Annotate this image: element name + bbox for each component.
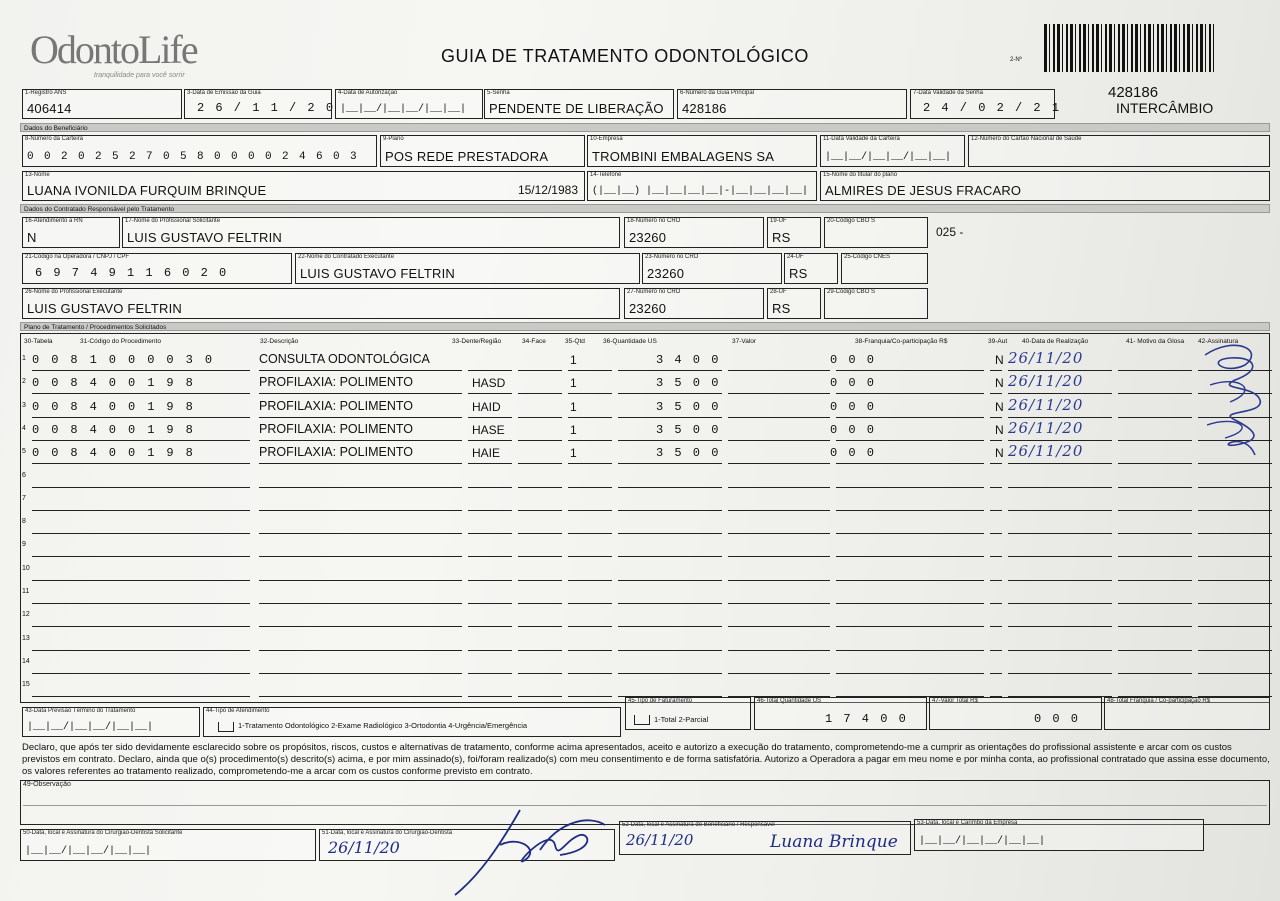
data-nascimento: 15/12/1983 (517, 183, 578, 197)
procedure-row[interactable] (22, 631, 1272, 651)
col-header-descricao: 32-Descrição (260, 338, 299, 345)
execution-date: 26/11/20 (1008, 349, 1084, 367)
plano-field[interactable]: 9-Plano POS REDE PRESTADORA (380, 135, 585, 167)
procedure-description: PROFILAXIA: POLIMENTO (259, 445, 413, 460)
assinatura-solicitante-field[interactable]: 50-Data, local e Assinatura do Cirurgião-Dentista Solicitante |__|__/|__|__/|__|__| (20, 829, 316, 861)
procedure-description: PROFILAXIA: POLIMENTO (259, 398, 413, 413)
procedure-value: 0 0 0 (830, 376, 877, 391)
authorization-flag: N (995, 376, 1004, 391)
procedure-code: 0 0 8 4 0 0 1 9 8 (32, 422, 196, 437)
nome-field[interactable]: 13-Nome LUANA IVONILDA FURQUIM BRINQUE 15/12/1983 (22, 171, 585, 201)
contratado-executante-field[interactable]: 22-Nome do Contratado Executante LUIS GUSTAVO FELTRIN (295, 253, 640, 284)
col-header-face: 34-Face (522, 338, 546, 345)
row-number: 7 (22, 494, 26, 502)
procedure-quantity: 1 (570, 446, 577, 461)
col-header-dente: 33-Dente/Região (452, 338, 502, 345)
procedure-description: PROFILAXIA: POLIMENTO (259, 421, 413, 436)
data-autorizacao-field[interactable]: 4-Data de Autorização |__|__/|__|__/|__|__| (335, 89, 483, 119)
tooth-region: HASD (472, 376, 506, 391)
handwritten-date-beneficiario: 26/11/20 (626, 831, 694, 849)
procedure-code: 0 0 8 4 0 0 1 9 8 (32, 399, 196, 414)
row-signatures-scribble (1195, 330, 1270, 460)
procedure-row[interactable] (22, 468, 1272, 488)
procedure-row[interactable] (22, 677, 1272, 697)
col-header-codigo: 31-Código do Procedimento (80, 338, 161, 345)
procedure-value: 0 0 0 (830, 446, 877, 461)
guia-principal-field[interactable]: 6-Número da Guia Principal 428186 (677, 89, 907, 119)
tipo-atendimento-field[interactable]: 44-Tipo de Atendimento 1-Tratamento Odontológico 2-Exame Radiológico 3-Ortodontia 4-Urgência/Emergência (203, 707, 621, 737)
page-title: GUIA DE TRATAMENTO ODONTOLÓGICO (441, 46, 809, 66)
cnpj-cpf-field[interactable]: 21-Código na Operadora / CNPJ / CPF 6 9 7 4 9 1 1 6 0 2 0 (22, 253, 292, 284)
execution-date: 26/11/20 (1008, 418, 1084, 437)
quantity-us: 3 4 0 0 (656, 353, 721, 367)
row-number: 14 (22, 657, 30, 665)
procedure-row[interactable] (22, 514, 1272, 534)
procedure-row[interactable] (22, 537, 1272, 557)
handwritten-date-executante: 26/11/20 (328, 838, 400, 857)
guide-type: INTERCÂMBIO (1116, 100, 1214, 116)
prof-executante-field[interactable]: 26-Nome do Profissional Executante LUIS GUSTAVO FELTRIN (22, 288, 620, 319)
cro-contratado-field[interactable]: 23-Número no CRO 23260 (642, 253, 782, 284)
tipo-atendimento-checkbox[interactable] (218, 722, 234, 732)
atendimento-rn-field[interactable]: 16-Atendimento a RN N (22, 217, 120, 248)
total-us-field[interactable]: 46-Total Quantidade US 1 7 4 0 0 (754, 697, 927, 730)
quantity-us: 3 5 0 0 (656, 399, 721, 414)
cro-executante-field[interactable]: 27-Número no CRO 23260 (624, 288, 764, 319)
tipo-faturamento-checkbox[interactable] (634, 715, 650, 725)
procedure-code: 0 0 8 1 0 0 0 0 3 0 (32, 353, 215, 367)
row-number: 11 (22, 588, 30, 595)
barcode (1044, 24, 1214, 72)
section-contratado: Dados do Contratado Responsável pelo Tratamento (20, 204, 1270, 213)
procedure-row[interactable] (22, 418, 1272, 441)
cbo-executante-field[interactable]: 29-Código CBO S (824, 288, 928, 319)
authorization-flag: N (995, 353, 1004, 367)
procedure-row[interactable] (22, 607, 1272, 627)
row-number: 9 (22, 541, 26, 549)
procedure-row[interactable] (22, 491, 1272, 511)
senha-field[interactable]: 5-Senha PENDENTE DE LIBERAÇÃO (484, 89, 674, 119)
col-header-tabela: 30-Tabela (24, 338, 53, 345)
previsao-field[interactable]: 43-Data Previsão Término do Tratamento |__|__/|__|__/|__|__| (22, 707, 200, 737)
cbo-solicitante-field[interactable]: 20-Código CBO S (824, 217, 928, 248)
col-header-data: 40-Data de Realização (1022, 338, 1089, 345)
row-number: 4 (22, 424, 26, 432)
section-beneficiario: Dados do Beneficiário (20, 123, 1270, 132)
procedure-quantity: 1 (570, 422, 577, 437)
section-procedimentos: Plano de Tratamento / Procedimentos Solicitados (20, 322, 1270, 331)
telefone-field[interactable]: 14-Telefone (|__|__) |__|__|__|__|-|__|__|__|__| (587, 171, 817, 201)
dentist-signature (440, 805, 610, 900)
guide-no-label: 2-Nº (1010, 57, 1022, 63)
tooth-region: HASE (472, 422, 505, 437)
quantity-us: 3 5 0 0 (656, 446, 721, 461)
carteira-field[interactable]: 8-Número da Carteira 0 0 2 0 2 5 2 7 0 5 8 0 0 0 0 2 4 6 0 3 (22, 135, 377, 167)
procedure-quantity: 1 (570, 399, 577, 414)
procedure-description: CONSULTA ODONTOLÓGICA (259, 352, 430, 366)
data-emissao-field[interactable]: 3-Data de Emissão da Guia 2 6 / 1 1 / 2 0 (184, 89, 332, 119)
col-header-qtd-us: 36-Quantidade US (603, 338, 657, 345)
procedure-row[interactable] (22, 395, 1272, 418)
procedure-row[interactable] (22, 444, 1272, 464)
valor-total-field[interactable]: 47-Valor Total R$ 0 0 0 (929, 697, 1102, 730)
procedure-row[interactable] (22, 351, 1272, 371)
quantity-us: 3 5 0 0 (656, 376, 721, 391)
cro-solicitante-field[interactable]: 18-Número no CRO 23260 (624, 217, 764, 248)
row-number: 12 (22, 611, 30, 619)
procedure-code: 0 0 8 4 0 0 1 9 8 (32, 376, 196, 391)
row-number: 10 (22, 564, 30, 572)
registro-ans-field[interactable]: 1-Registro ANS 406414 (22, 89, 182, 119)
col-header-qtd: 35-Qtd (565, 338, 585, 345)
declaration-text: Declaro, que após ter sido devidamente esclarecido sobre os propósitos, riscos, custos e alternativas de tratamento, conforme acima apresentados, aceito e autorizo a execução do tratamento, comprometendo-me a cumprir as orientações do profissional assistente e arcar com os custos previstos em contrato. Declaro, ainda que o(s) procedimento(s) descrito(s) acima, e por mim assinado(s), foi/foram realizado(s) com meu consentimento e de forma satisfatória. Autorizo a Operadora a pagar em meu nome e por minha conta, ao profissional contratado que assina esse documento, os valores referentes ao tratamento realizado, comprometendo-me a arcar com os custos conforme previsto em contrato. (22, 742, 1270, 777)
validade-senha-field[interactable]: 7-Data Validade da Senha 2 4 / 0 2 / 2 1 (910, 89, 1055, 119)
uf-contratado-field[interactable]: 24-UF RS (784, 253, 838, 284)
authorization-flag: N (995, 399, 1004, 414)
authorization-flag: N (995, 422, 1004, 437)
row-number: 13 (22, 634, 30, 642)
assinatura-executante-field[interactable]: 51-Data, local e Assinatura do Cirurgião-Dentista 26/11/20 (319, 829, 615, 861)
procedure-value: 0 0 0 (830, 422, 877, 437)
uf-executante-field[interactable]: 28-UF RS (767, 288, 821, 319)
procedure-code: 0 0 8 4 0 0 1 9 8 (32, 446, 196, 461)
total-franquia-field[interactable]: 48-Total Franquia / Co-participação R$ (1104, 697, 1270, 730)
col-header-aut: 39-Aut (988, 338, 1008, 345)
procedure-row[interactable] (22, 374, 1272, 394)
row-number: 1 (22, 355, 26, 362)
row-number: 6 (22, 471, 26, 479)
odontolife-logo: OdontoLife (30, 27, 197, 72)
procedure-quantity: 1 (570, 353, 577, 367)
cbo-extra: 025 - (936, 225, 964, 239)
procedure-description: PROFILAXIA: POLIMENTO (259, 375, 413, 390)
observacao-field[interactable]: 49-Observação (20, 780, 1270, 825)
row-number: 8 (22, 518, 26, 526)
authorization-flag: N (995, 446, 1004, 461)
solicitante-field[interactable]: 17-Nome do Profissional Solicitante LUIS GUSTAVO FELTRIN (122, 217, 620, 248)
assinatura-beneficiario-field[interactable]: 52-Data, local e Assinatura do Beneficiário / Responsável 26/11/20 Luana Brinque (619, 821, 911, 855)
empresa-field[interactable]: 10-Empresa TROMBINI EMBALAGENS SA (587, 135, 817, 167)
handwritten-name-beneficiario: Luana Brinque (770, 832, 898, 852)
procedure-value: 0 0 0 (830, 353, 877, 367)
cartao-nacional-field[interactable]: 12-Número do Cartão Nacional de Saúde (968, 135, 1270, 167)
titular-field[interactable]: 15-Nome do titular do plano ALMIRES DE JESUS FRACARO (820, 171, 1270, 201)
execution-date: 26/11/20 (1008, 442, 1084, 461)
procedure-quantity: 1 (570, 376, 577, 391)
execution-date: 26/11/20 (1008, 395, 1084, 414)
tooth-region: HAID (472, 399, 501, 414)
procedure-row[interactable] (22, 654, 1272, 674)
cnes-field[interactable]: 25-Código CNES (841, 253, 928, 284)
quantity-us: 3 5 0 0 (656, 422, 721, 437)
guide-number: 428186 (1108, 84, 1159, 101)
validade-carteira-field[interactable]: 11-Data Validade da Carteira |__|__/|__|__/|__|__| (820, 135, 965, 167)
row-number: 3 (22, 401, 26, 409)
tipo-faturamento-field[interactable]: 45-Tipo de Faturamento 1-Total 2-Parcial (625, 697, 751, 730)
row-number: 5 (22, 448, 26, 456)
carimbo-empresa-field[interactable]: 53-Data, local e Carimbo da Empresa |__|__/|__|__/|__|__| (914, 819, 1204, 851)
col-header-valor: 37-Valor (732, 338, 757, 345)
col-header-glosa: 41- Motivo da Glosa (1126, 338, 1185, 345)
row-number: 15 (22, 681, 30, 689)
logo-tagline: tranquilidade para você sorrir (94, 72, 185, 79)
tooth-region: HAIE (472, 446, 501, 461)
execution-date: 26/11/20 (1008, 372, 1084, 391)
uf-solicitante-field[interactable]: 19-UF RS (767, 217, 821, 248)
col-header-franquia: 38-Franquia/Co-participação R$ (855, 338, 948, 345)
col-header-assinatura: 42-Assinatura (1198, 338, 1239, 345)
row-number: 2 (22, 378, 26, 386)
procedure-row[interactable] (22, 561, 1272, 581)
procedure-value: 0 0 0 (830, 399, 877, 414)
procedure-row[interactable] (22, 584, 1272, 604)
